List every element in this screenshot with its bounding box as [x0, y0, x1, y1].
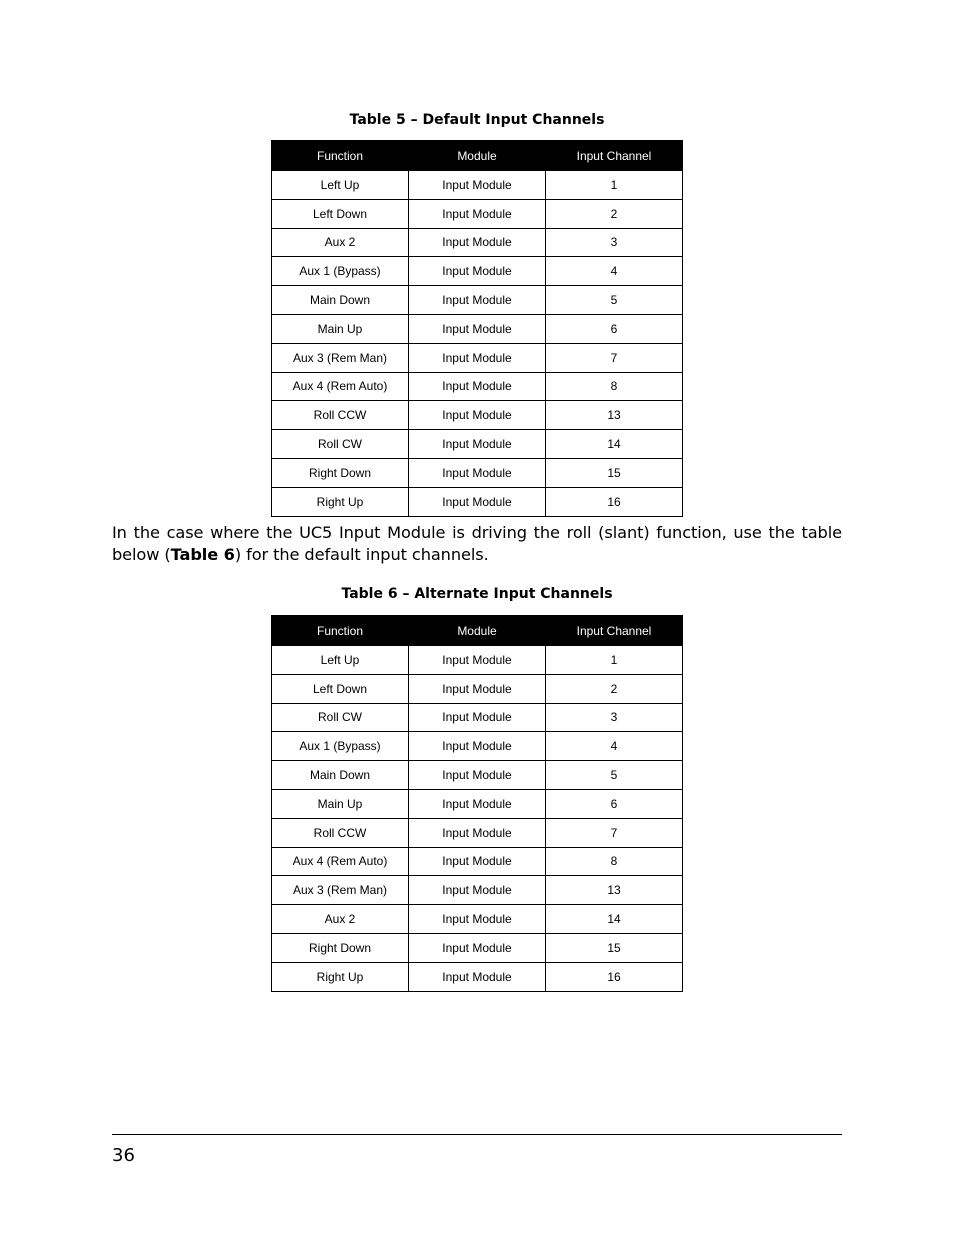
- cell-function: Right Down: [272, 933, 409, 962]
- cell-input-channel: 15: [546, 458, 683, 487]
- cell-module: Input Module: [409, 257, 546, 286]
- column-header-module: Module: [409, 141, 546, 171]
- footer-divider: [112, 1134, 842, 1135]
- cell-module: Input Module: [409, 171, 546, 200]
- cell-input-channel: 4: [546, 732, 683, 761]
- cell-module: Input Module: [409, 789, 546, 818]
- table-row: [272, 286, 683, 315]
- table-6-reference: Table 6: [170, 545, 235, 564]
- table-row: [272, 789, 683, 818]
- cell-function: Main Down: [272, 286, 409, 315]
- table-row: [272, 257, 683, 286]
- cell-input-channel: 6: [546, 314, 683, 343]
- cell-input-channel: 2: [546, 674, 683, 703]
- table-header-row: [272, 141, 683, 171]
- table-5-default-input-channels: [271, 140, 683, 517]
- table-row: [272, 847, 683, 876]
- table-row: [272, 199, 683, 228]
- table-row: [272, 905, 683, 934]
- table-row: [272, 674, 683, 703]
- cell-function: Right Up: [272, 962, 409, 991]
- cell-module: Input Module: [409, 761, 546, 790]
- cell-input-channel: 16: [546, 487, 683, 516]
- cell-function: Aux 2: [272, 905, 409, 934]
- cell-input-channel: 1: [546, 646, 683, 675]
- table-header-row: [272, 616, 683, 646]
- column-header-input-channel: Input Channel: [546, 141, 683, 171]
- cell-module: Input Module: [409, 933, 546, 962]
- cell-function: Left Down: [272, 674, 409, 703]
- cell-module: Input Module: [409, 372, 546, 401]
- cell-function: Right Down: [272, 458, 409, 487]
- cell-function: Aux 1 (Bypass): [272, 257, 409, 286]
- cell-function: Main Up: [272, 314, 409, 343]
- table-row: [272, 732, 683, 761]
- body-paragraph: [112, 522, 842, 566]
- table-row: [272, 646, 683, 675]
- cell-module: Input Module: [409, 905, 546, 934]
- cell-function: Left Up: [272, 171, 409, 200]
- cell-module: Input Module: [409, 876, 546, 905]
- table-row: [272, 818, 683, 847]
- table-row: [272, 933, 683, 962]
- cell-function: Roll CW: [272, 430, 409, 459]
- column-header-function: Function: [272, 616, 409, 646]
- column-header-module: Module: [409, 616, 546, 646]
- table-row: [272, 458, 683, 487]
- paragraph-text-after: ) for the default input channels.: [234, 545, 489, 564]
- cell-input-channel: 16: [546, 962, 683, 991]
- cell-function: Aux 4 (Rem Auto): [272, 847, 409, 876]
- cell-module: Input Module: [409, 199, 546, 228]
- cell-input-channel: 5: [546, 761, 683, 790]
- cell-input-channel: 2: [546, 199, 683, 228]
- table-row: [272, 703, 683, 732]
- table-5-caption: Table 5 – Default Input Channels: [349, 112, 605, 128]
- cell-module: Input Module: [409, 401, 546, 430]
- column-header-function: Function: [272, 141, 409, 171]
- cell-module: Input Module: [409, 343, 546, 372]
- cell-function: Left Down: [272, 199, 409, 228]
- cell-input-channel: 7: [546, 343, 683, 372]
- cell-function: Roll CCW: [272, 818, 409, 847]
- table-row: [272, 314, 683, 343]
- cell-module: Input Module: [409, 286, 546, 315]
- cell-module: Input Module: [409, 228, 546, 257]
- table-row: [272, 761, 683, 790]
- cell-input-channel: 7: [546, 818, 683, 847]
- cell-module: Input Module: [409, 674, 546, 703]
- cell-function: Aux 1 (Bypass): [272, 732, 409, 761]
- cell-input-channel: 5: [546, 286, 683, 315]
- cell-input-channel: 13: [546, 401, 683, 430]
- cell-function: Aux 3 (Rem Man): [272, 343, 409, 372]
- table-6-alternate-input-channels: [271, 615, 683, 992]
- cell-input-channel: 8: [546, 847, 683, 876]
- cell-input-channel: 1: [546, 171, 683, 200]
- paragraph-text-before: In the case where the UC5 Input Module is driving the roll (slant) function, use the table below (: [112, 523, 842, 564]
- cell-module: Input Module: [409, 646, 546, 675]
- cell-function: Aux 3 (Rem Man): [272, 876, 409, 905]
- cell-function: Aux 4 (Rem Auto): [272, 372, 409, 401]
- table-row: [272, 228, 683, 257]
- cell-function: Roll CW: [272, 703, 409, 732]
- cell-input-channel: 3: [546, 228, 683, 257]
- cell-module: Input Module: [409, 314, 546, 343]
- cell-input-channel: 13: [546, 876, 683, 905]
- table-6-caption: Table 6 – Alternate Input Channels: [341, 586, 613, 602]
- cell-function: Aux 2: [272, 228, 409, 257]
- cell-module: Input Module: [409, 487, 546, 516]
- table-row: [272, 372, 683, 401]
- cell-module: Input Module: [409, 962, 546, 991]
- table-row: [272, 343, 683, 372]
- table-row: [272, 171, 683, 200]
- cell-input-channel: 4: [546, 257, 683, 286]
- cell-module: Input Module: [409, 818, 546, 847]
- table-row: [272, 962, 683, 991]
- cell-input-channel: 15: [546, 933, 683, 962]
- cell-function: Main Down: [272, 761, 409, 790]
- cell-function: Left Up: [272, 646, 409, 675]
- cell-module: Input Module: [409, 703, 546, 732]
- cell-module: Input Module: [409, 847, 546, 876]
- table-row: [272, 487, 683, 516]
- cell-input-channel: 6: [546, 789, 683, 818]
- cell-input-channel: 14: [546, 905, 683, 934]
- cell-module: Input Module: [409, 430, 546, 459]
- cell-function: Main Up: [272, 789, 409, 818]
- cell-function: Right Up: [272, 487, 409, 516]
- table-row: [272, 876, 683, 905]
- cell-input-channel: 14: [546, 430, 683, 459]
- cell-input-channel: 8: [546, 372, 683, 401]
- cell-module: Input Module: [409, 732, 546, 761]
- table-row: [272, 430, 683, 459]
- table-row: [272, 401, 683, 430]
- column-header-input-channel: Input Channel: [546, 616, 683, 646]
- cell-function: Roll CCW: [272, 401, 409, 430]
- page-number: 36: [112, 1145, 135, 1166]
- cell-input-channel: 3: [546, 703, 683, 732]
- cell-module: Input Module: [409, 458, 546, 487]
